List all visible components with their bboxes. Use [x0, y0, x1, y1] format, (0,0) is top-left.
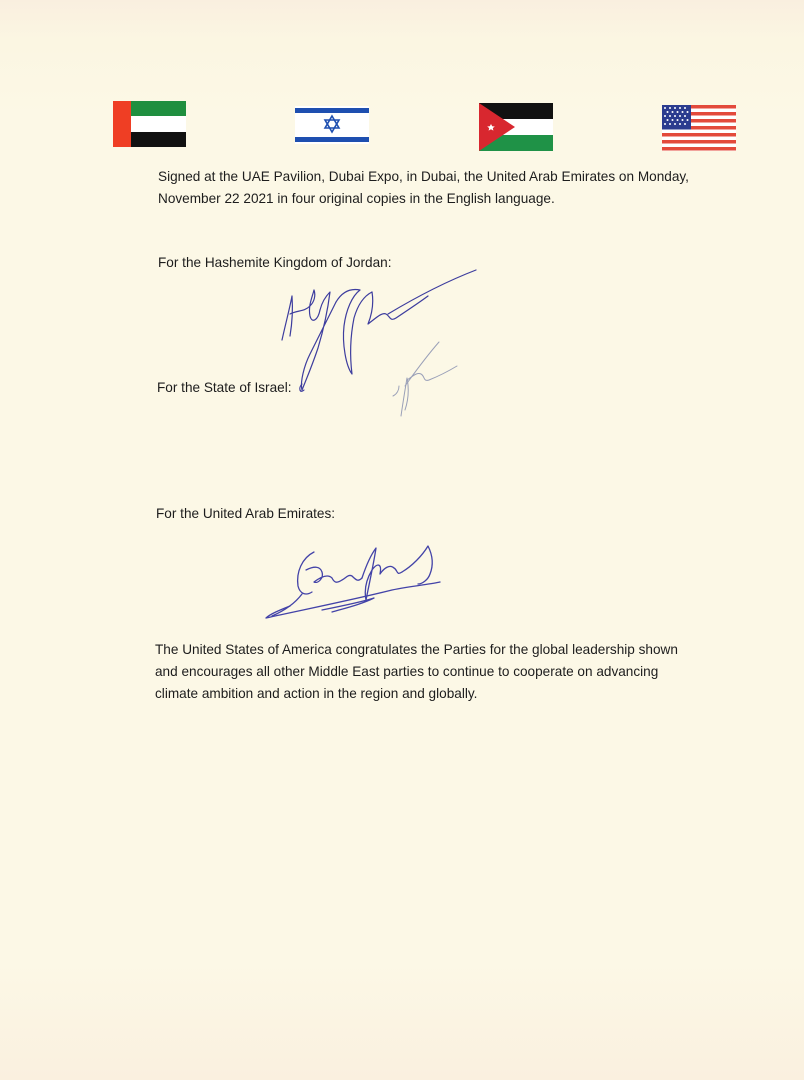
- uae-signature: [262, 540, 442, 624]
- israel-signature: [385, 336, 465, 420]
- closing-statement-line: The United States of America congratulates the Parties for the global leadership shown: [155, 642, 678, 657]
- usa-flag-icon: [662, 105, 736, 151]
- israel-signatory-label: For the State of Israel:: [157, 380, 292, 395]
- closing-statement-line: climate ambition and action in the region and globally.: [155, 686, 478, 701]
- signing-statement-line: Signed at the UAE Pavilion, Dubai Expo, in Dubai, the United Arab Emirates on Monday,: [158, 169, 689, 184]
- uae-signatory-label: For the United Arab Emirates:: [156, 506, 336, 521]
- uae-flag-icon: [113, 101, 186, 147]
- israel-flag-icon: [295, 106, 369, 144]
- signing-statement-line: November 22 2021 in four original copies in the English language.: [158, 191, 555, 206]
- closing-statement-line: and encourages all other Middle East parties to continue to cooperate on advancing: [155, 664, 659, 679]
- closing-statement: [155, 639, 725, 705]
- jordan-flag-icon: [479, 103, 553, 151]
- jordan-signatory-label: For the Hashemite Kingdom of Jordan:: [158, 255, 392, 270]
- signing-statement: [158, 166, 718, 210]
